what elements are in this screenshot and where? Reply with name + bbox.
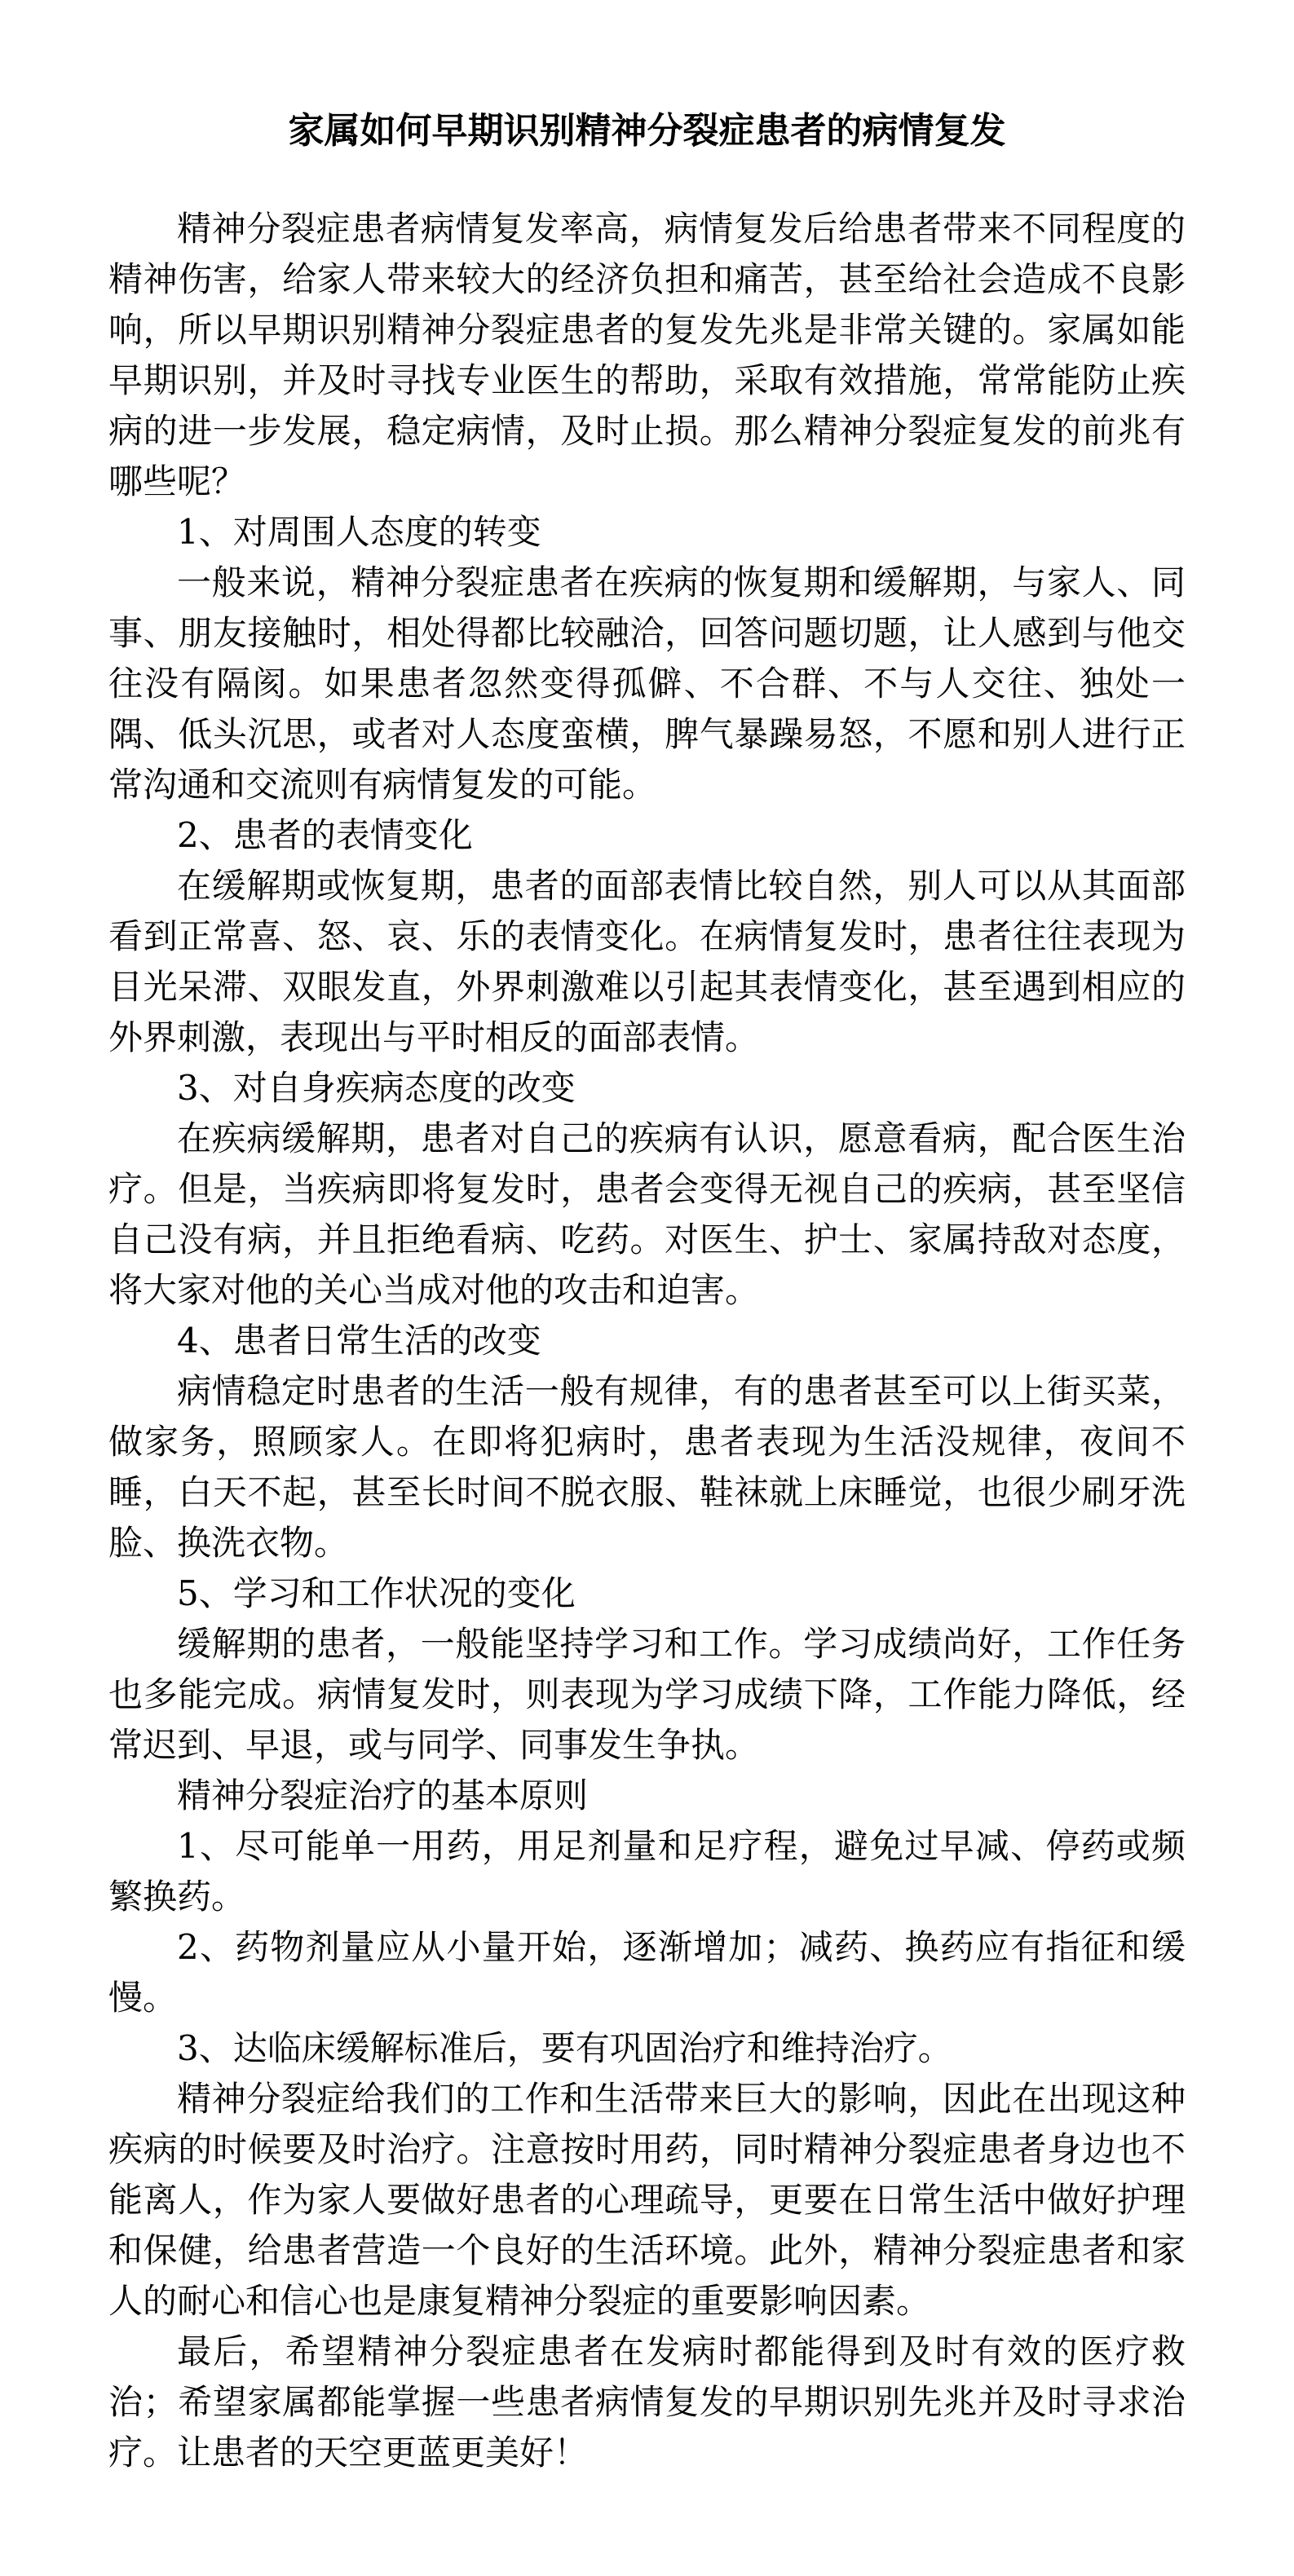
- heading-daily-life: 4、患者日常生活的改变: [177, 1321, 541, 1361]
- article: [108, 104, 1186, 2478]
- heading-expression-change: 2、患者的表情变化: [177, 815, 473, 855]
- heading-attitude-change: 1、对周围人态度的转变: [177, 512, 541, 552]
- paragraph-closing: 最后，希望精神分裂症患者在发病时都能得到及时有效的医疗救治；希望家属都能掌握一些患者病情复发的早期识别先兆并及时寻求治疗。让患者的天空更蓝更美好！: [108, 2331, 1186, 2472]
- heading-treatment-principles: 精神分裂症治疗的基本原则: [177, 1775, 589, 1815]
- paragraph-attitude-change: 一般来说，精神分裂症患者在疾病的恢复期和缓解期，与家人、同事、朋友接触时，相处得都比较融洽，回答问题切题，让人感到与他交往没有隔阂。如果患者忽然变得孤僻、不合群、不与人交往、独处一隅、低头沉思，或者对人态度蛮横，脾气暴躁易怒，不愿和别人进行正常沟通和交流则有病情复发的可能。: [108, 562, 1186, 805]
- paragraph-principle-1: 1、尽可能单一用药，用足剂量和足疗程，避免过早减、停药或频繁换药。: [108, 1826, 1186, 1917]
- paragraph-daily-life: 病情稳定时患者的生活一般有规律，有的患者甚至可以上街买菜，做家务，照顾家人。在即将犯病时，患者表现为生活没规律，夜间不睡，白天不起，甚至长时间不脱衣服、鞋袜就上床睡觉，也很少刷牙洗脸、换洗衣物。: [108, 1371, 1186, 1563]
- intro-paragraph: 精神分裂症患者病情复发率高，病情复发后给患者带来不同程度的精神伤害，给家人带来较大的经济负担和痛苦，甚至给社会造成不良影响，所以早期识别精神分裂症患者的复发先兆是非常关键的。家属如能早期识别，并及时寻找专业医生的帮助，采取有效措施，常常能防止疾病的进一步发展，稳定病情，及时止损。那么精神分裂症复发的前兆有哪些呢？: [108, 209, 1186, 501]
- paragraph-expression-change: 在缓解期或恢复期，患者的面部表情比较自然，别人可以从其面部看到正常喜、怒、哀、乐的表情变化。在病情复发时，患者往往表现为目光呆滞、双眼发直，外界刺激难以引起其表情变化，甚至遇到相应的外界刺激，表现出与平时相反的面部表情。: [108, 866, 1186, 1057]
- heading-illness-attitude: 3、对自身疾病态度的改变: [177, 1068, 576, 1108]
- paragraph-principle-2: 2、药物剂量应从小量开始，逐渐增加；减药、换药应有指征和缓慢。: [108, 1927, 1186, 2018]
- paragraph-illness-attitude: 在疾病缓解期，患者对自己的疾病有认识，愿意看病，配合医生治疗。但是，当疾病即将复发时，患者会变得无视自己的疾病，甚至坚信自己没有病，并且拒绝看病、吃药。对医生、护士、家属持敌对态度，将大家对他的关心当成对他的攻击和迫害。: [108, 1118, 1186, 1310]
- paragraph-conclusion: 精神分裂症给我们的工作和生活带来巨大的影响，因此在出现这种疾病的时候要及时治疗。注意按时用药，同时精神分裂症患者身边也不能离人，作为家人要做好患者的心理疏导，更要在日常生活中做好护理和保健，给患者营造一个良好的生活环境。此外，精神分裂症患者和家人的耐心和信心也是康复精神分裂症的重要影响因素。: [108, 2079, 1186, 2321]
- paragraph-study-work: 缓解期的患者，一般能坚持学习和工作。学习成绩尚好，工作任务也多能完成。病情复发时，则表现为学习成绩下降，工作能力降低，经常迟到、早退，或与同学、同事发生争执。: [108, 1624, 1186, 1765]
- paragraph-principle-3: 3、达临床缓解标准后，要有巩固治疗和维持治疗。: [177, 2028, 952, 2068]
- page-title: 家属如何早期识别精神分裂症患者的病情复发: [288, 110, 1006, 152]
- heading-study-work: 5、学习和工作状况的变化: [177, 1573, 576, 1613]
